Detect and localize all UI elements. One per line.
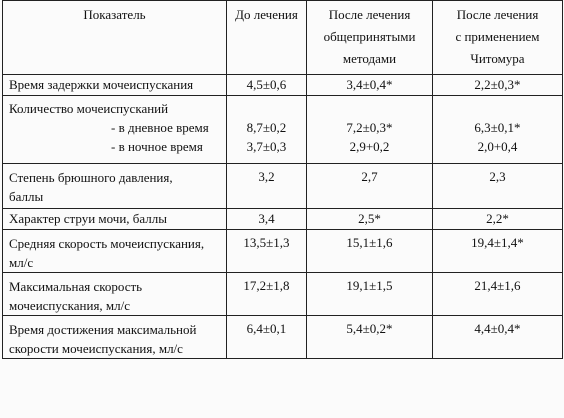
- value-night: 2,9+0,2: [349, 139, 390, 154]
- cell-after-chitomur: 4,4±0,4*: [433, 316, 563, 359]
- cell-after-chitomur: 21,4±1,6: [433, 273, 563, 316]
- cell-after-standard: 2,7: [307, 164, 433, 209]
- table-row-stream: [3, 209, 563, 230]
- cell-after-chitomur: 2,2±0,3*: [433, 75, 563, 96]
- cell-before: 13,5±1,3: [227, 230, 307, 273]
- value-night: 2,0+0,4: [477, 139, 518, 154]
- row-sublabel-day: - в дневное время: [111, 120, 209, 135]
- row-label: Количество мочеиспусканий: [9, 101, 169, 116]
- cell-before: [227, 96, 307, 164]
- value-day: 7,2±0,3*: [346, 120, 393, 135]
- table-row-pressure: [3, 164, 563, 209]
- table-row-count: [3, 96, 563, 164]
- header-after-standard: После лечения общепринятыми методами: [307, 1, 433, 75]
- value-night: 3,7±0,3: [246, 139, 287, 154]
- header-indicator: Показатель: [3, 1, 227, 75]
- cell-after-standard: 5,4±0,2*: [307, 316, 433, 359]
- results-table: [2, 0, 563, 359]
- cell-after-chitomur: 2,2*: [433, 209, 563, 230]
- cell-before: 3,2: [227, 164, 307, 209]
- table-row-max-speed: [3, 273, 563, 316]
- row-label: Максимальная скорость мочеиспускания, мл/с: [3, 273, 227, 316]
- row-label: Средняя скорость мочеиспускания, мл/с: [3, 230, 227, 273]
- table-row-avg-speed: [3, 230, 563, 273]
- row-sublabel-night: - в ночное время: [111, 139, 203, 154]
- header-before-treatment: До лечения: [227, 1, 307, 75]
- cell-before: 3,4: [227, 209, 307, 230]
- row-label: Время достижения максимальной скорости мочеиспускания, мл/с: [3, 316, 227, 359]
- cell-after-standard: 3,4±0,4*: [307, 75, 433, 96]
- row-label-group: [3, 96, 227, 164]
- cell-after-chitomur: 19,4±1,4*: [433, 230, 563, 273]
- header-after-chitomur: После лечения с применением Читомура: [433, 1, 563, 75]
- value-day: 6,3±0,1*: [474, 120, 521, 135]
- table-header-row: [3, 1, 563, 75]
- cell-after-standard: 15,1±1,6: [307, 230, 433, 273]
- cell-after-standard: [307, 96, 433, 164]
- cell-before: 6,4±0,1: [227, 316, 307, 359]
- row-label: Степень брюшного давления, баллы: [3, 164, 227, 209]
- row-label: Характер струи мочи, баллы: [3, 209, 227, 230]
- cell-after-standard: 19,1±1,5: [307, 273, 433, 316]
- value-day: 8,7±0,2: [246, 120, 287, 135]
- cell-before: 17,2±1,8: [227, 273, 307, 316]
- cell-before: 4,5±0,6: [227, 75, 307, 96]
- cell-after-chitomur: 2,3: [433, 164, 563, 209]
- table-row-delay: [3, 75, 563, 96]
- cell-after-standard: 2,5*: [307, 209, 433, 230]
- cell-after-chitomur: [433, 96, 563, 164]
- row-label: Время задержки мочеиспускания: [3, 75, 227, 96]
- table-row-time-to-max: [3, 316, 563, 359]
